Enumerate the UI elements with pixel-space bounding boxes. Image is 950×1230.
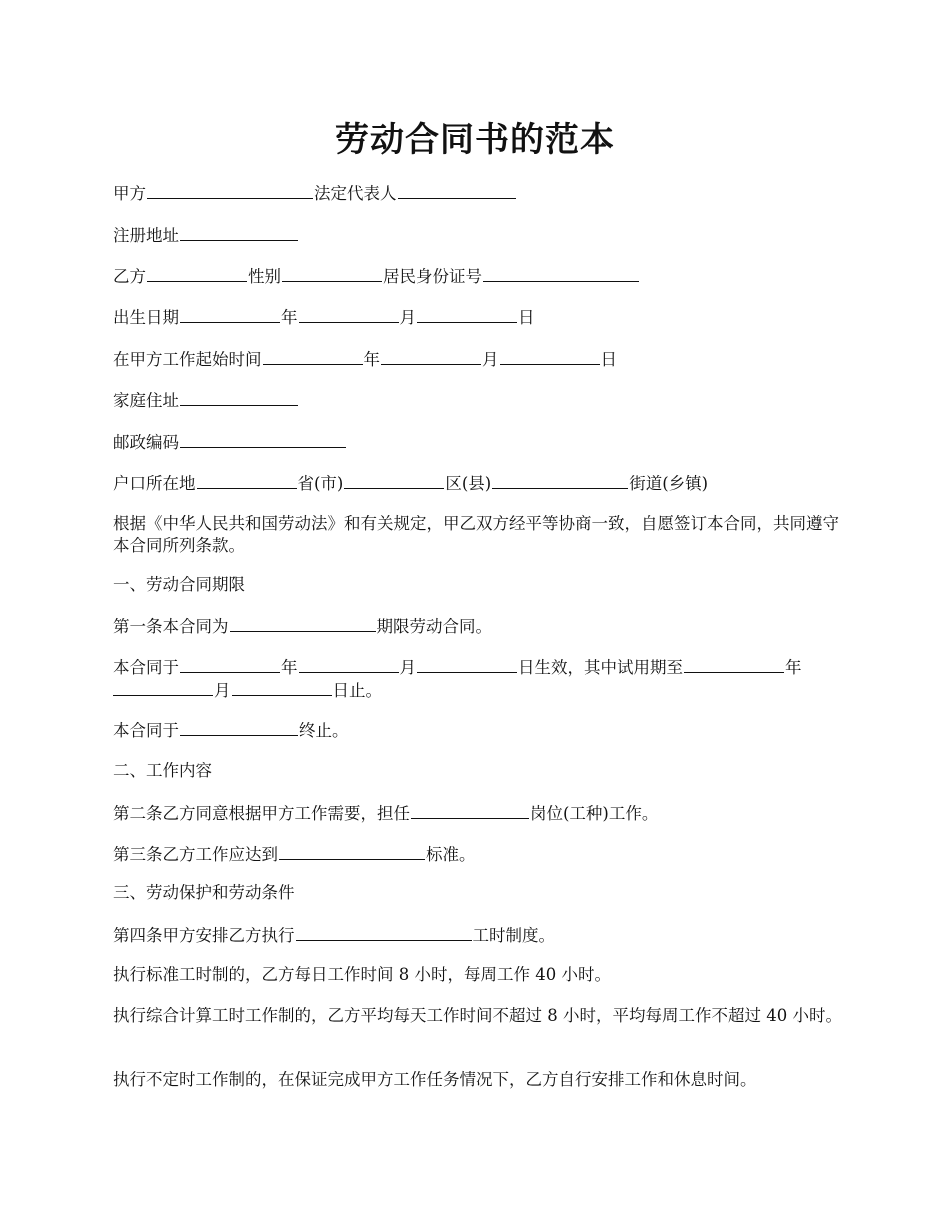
line-home-address: [113, 388, 843, 412]
clause-1-text-b: 期限劳动合同。: [376, 617, 492, 636]
blank-probation-day[interactable]: [232, 678, 332, 696]
blank-party-b[interactable]: [147, 264, 247, 282]
clause-1-termination: [113, 718, 843, 742]
line-work-start: [113, 347, 843, 371]
blank-home-address[interactable]: [180, 388, 298, 406]
section-heading-protection: 三、劳动保护和劳动条件: [113, 883, 295, 902]
blank-reg-address[interactable]: [180, 223, 298, 241]
clause-2-text-a: 第二条乙方同意根据甲方工作需要，担任: [113, 804, 410, 823]
label-party-a: 甲方: [113, 184, 146, 203]
section-heading-term: 一、劳动合同期限: [113, 575, 245, 594]
label-gender: 性别: [248, 267, 281, 286]
blank-position[interactable]: [411, 801, 529, 819]
clause-1-start-text-b: 日生效，其中试用期至: [518, 658, 683, 677]
line-postcode: [113, 430, 843, 454]
clause-1: [113, 614, 843, 638]
clause-1-term-text-a: 本合同于: [113, 721, 179, 740]
label-party-b: 乙方: [113, 267, 146, 286]
label-year: 年: [281, 308, 298, 327]
blank-probation-year[interactable]: [684, 655, 784, 673]
blank-birth-year[interactable]: [180, 305, 280, 323]
label-month: 月: [399, 658, 416, 677]
label-postcode: 邮政编码: [113, 433, 179, 452]
clause-1-start-text-a: 本合同于: [113, 658, 179, 677]
line-birth-date: [113, 305, 843, 329]
blank-gender[interactable]: [282, 264, 382, 282]
label-month: 月: [214, 681, 231, 700]
blank-termination[interactable]: [180, 718, 298, 736]
clause-1-start-cont: [113, 678, 843, 702]
blank-district[interactable]: [344, 471, 444, 489]
label-province: 省(市): [297, 474, 344, 493]
paragraph-flexible-hours: 执行不定时工作制的，在保证完成甲方工作任务情况下，乙方自行安排工作和休息时间。: [113, 1070, 757, 1089]
blank-effective-day[interactable]: [417, 655, 517, 673]
paragraph-preamble: 根据《中华人民共和国劳动法》和有关规定，甲乙双方经平等协商一致，自愿签订本合同，共同遵守本合同所列条款。: [113, 514, 839, 555]
blank-hours-system[interactable]: [296, 923, 472, 941]
blank-probation-month[interactable]: [113, 678, 213, 696]
label-reg-address: 注册地址: [113, 226, 179, 245]
blank-party-a[interactable]: [147, 181, 313, 199]
label-home-address: 家庭住址: [113, 391, 179, 410]
label-day: 日: [600, 350, 617, 369]
label-month: 月: [482, 350, 499, 369]
clause-3-text-b: 标准。: [426, 845, 476, 864]
clause-1-text-a: 第一条本合同为: [113, 617, 229, 636]
clause-4-text-a: 第四条甲方安排乙方执行: [113, 926, 295, 945]
blank-province[interactable]: [197, 471, 297, 489]
clause-2: [113, 801, 843, 825]
blank-postcode[interactable]: [180, 430, 346, 448]
label-street: 街道(乡镇): [629, 474, 709, 493]
line-reg-address: [113, 223, 843, 247]
paragraph-comprehensive-hours: 执行综合计算工时工作制的，乙方平均每天工作时间不超过 8 小时，平均每周工作不超过 40 小时。: [113, 1006, 842, 1025]
blank-start-month[interactable]: [381, 347, 481, 365]
blank-start-day[interactable]: [500, 347, 600, 365]
clause-3-text-a: 第三条乙方工作应达到: [113, 845, 278, 864]
paragraph-standard-hours: 执行标准工时制的，乙方每日工作时间 8 小时，每周工作 40 小时。: [113, 965, 611, 984]
line-party-b: [113, 264, 843, 288]
blank-legal-rep[interactable]: [398, 181, 516, 199]
blank-id-no[interactable]: [483, 264, 639, 282]
label-year: 年: [363, 350, 380, 369]
label-district: 区(县): [445, 474, 492, 493]
label-year: 年: [281, 658, 298, 677]
clause-2-text-b: 岗位(工种)工作。: [530, 804, 659, 823]
label-id-no: 居民身份证号: [383, 267, 482, 286]
label-legal-rep: 法定代表人: [314, 184, 397, 203]
clause-3: [113, 842, 843, 866]
clause-4: [113, 923, 843, 947]
document-title: 劳动合同书的范本: [335, 120, 615, 160]
label-birth-date: 出生日期: [113, 308, 179, 327]
blank-start-year[interactable]: [263, 347, 363, 365]
line-hukou: [113, 471, 843, 495]
label-hukou: 户口所在地: [113, 474, 196, 493]
blank-birth-day[interactable]: [417, 305, 517, 323]
label-year: 年: [785, 658, 802, 677]
line-party-a: [113, 181, 843, 205]
blank-contract-type[interactable]: [230, 614, 376, 632]
clause-1-start: [113, 655, 843, 679]
blank-birth-month[interactable]: [299, 305, 399, 323]
label-day: 日: [518, 308, 535, 327]
clause-4-text-b: 工时制度。: [472, 926, 555, 945]
blank-effective-year[interactable]: [180, 655, 280, 673]
label-work-start: 在甲方工作起始时间: [113, 350, 262, 369]
blank-street[interactable]: [492, 471, 628, 489]
section-heading-work: 二、工作内容: [113, 761, 212, 780]
blank-standard[interactable]: [279, 842, 425, 860]
clause-1-term-text-b: 终止。: [299, 721, 349, 740]
clause-1-end-text: 日止。: [332, 681, 382, 700]
label-month: 月: [399, 308, 416, 327]
blank-effective-month[interactable]: [299, 655, 399, 673]
